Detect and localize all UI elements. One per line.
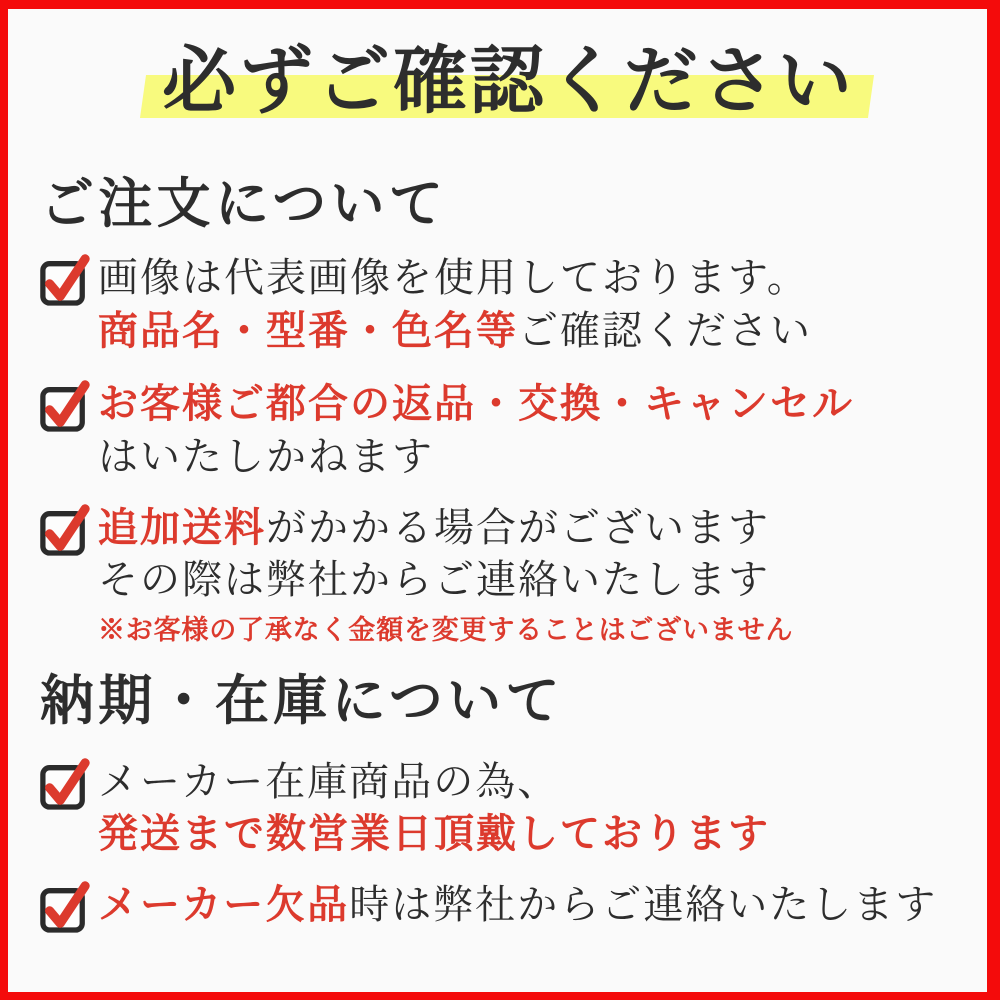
text-line bbox=[98, 808, 770, 861]
checkbox-checked-icon bbox=[40, 504, 88, 556]
text-line bbox=[98, 502, 793, 555]
checklist-item bbox=[40, 756, 977, 862]
title-banner bbox=[40, 31, 977, 139]
checkbox-checked-icon bbox=[40, 380, 88, 432]
checklist-item bbox=[40, 502, 977, 649]
text-segment-emphasis: お客様ご都合の返品・交換・キャンセル bbox=[98, 380, 854, 426]
text-segment: その際は弊社からご連絡いたします bbox=[98, 557, 770, 603]
checkbox-checked-icon bbox=[40, 881, 88, 933]
text-segment-emphasis: 追加送料 bbox=[98, 504, 266, 550]
checkbox-checked-icon bbox=[40, 758, 88, 810]
text-segment: ご確認ください bbox=[518, 308, 812, 354]
item-text bbox=[98, 879, 937, 932]
checkbox-checked-icon bbox=[40, 254, 88, 306]
section-heading-stock: 納期・在庫について bbox=[40, 671, 564, 732]
text-line bbox=[98, 305, 812, 358]
text-line bbox=[98, 756, 770, 809]
section-heading-order: ご注文について bbox=[40, 174, 448, 234]
text-segment-note: ※お客様の了承なく金額を変更することはございません bbox=[98, 615, 794, 646]
text-line bbox=[98, 554, 793, 607]
text-line bbox=[98, 431, 854, 484]
text-line-note bbox=[98, 613, 793, 648]
item-text bbox=[98, 252, 812, 358]
item-text bbox=[98, 502, 793, 649]
text-segment: はいたしかねます bbox=[98, 433, 434, 479]
text-line bbox=[98, 879, 937, 932]
text-segment: がかかる場合がございます bbox=[266, 504, 770, 550]
checklist-item bbox=[40, 378, 977, 484]
text-segment: 画像は代表画像を使用しております。 bbox=[98, 255, 809, 301]
text-segment: 時は弊社からご連絡いたします bbox=[349, 882, 938, 928]
item-text bbox=[98, 378, 854, 484]
page-title: 必ずご確認ください bbox=[162, 41, 855, 123]
notice-panel bbox=[8, 31, 987, 933]
checklist-item bbox=[40, 879, 977, 933]
text-line bbox=[98, 378, 854, 431]
text-segment-emphasis: 発送まで数営業日頂戴しております bbox=[98, 811, 770, 857]
text-line bbox=[98, 252, 812, 305]
text-segment-emphasis: 商品名・型番・色名等 bbox=[98, 308, 518, 354]
text-segment: メーカー在庫商品の為、 bbox=[98, 758, 560, 804]
checklist-item bbox=[40, 252, 977, 358]
item-text bbox=[98, 756, 770, 862]
text-segment-emphasis: メーカー欠品 bbox=[98, 882, 350, 928]
